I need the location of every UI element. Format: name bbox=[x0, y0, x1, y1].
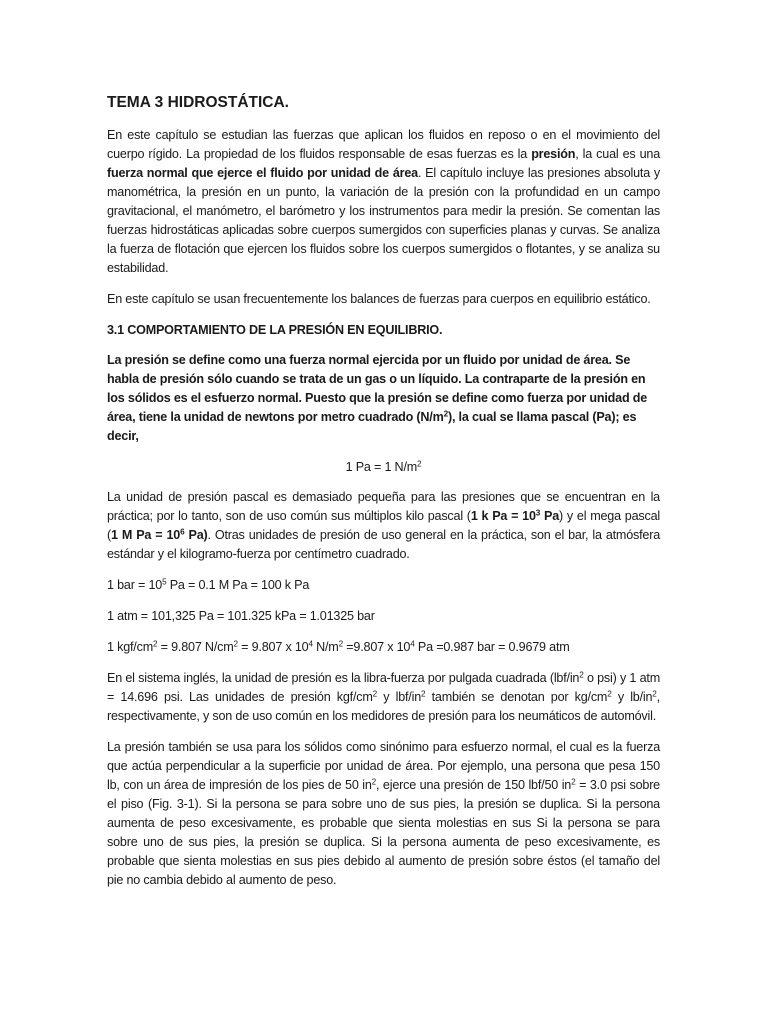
bar-equation: 1 bar = $10^5$ Pa = 0.1 M Pa = 100 k Pa bbox=[107, 577, 310, 592]
document-title: TEMA 3 HIDROSTÁTICA. bbox=[107, 94, 289, 111]
pressure-definition-paragraph: La presión se define como una fuerza normal ejercida por un fluido por unidad de área. Se habla de presión sólo cuando se trata de un gas o un líquido. La contraparte de la presión en los sólidos es el esfuerzo normal. Puesto que la presión se define como fuerza por unidad de área, tiene la unidad de newtons por metro cuadrado $(N/m^2)$, la cual se llama pascal (Pa); es decir, bbox=[107, 353, 648, 443]
pascal-equation: 1 Pa = 1 $N/m^2$ bbox=[345, 459, 422, 474]
english-units-paragraph: En el sistema inglés, la unidad de presión es la libra-fuerza por pulgada cuadrada ($lbf/in^2$ o psi) y 1 atm = 14.696 psi. Las unidades de presión kgf/$cm^2$ y lbf/$in^2$ también se denotan por $kg/cm^2$ y $lb/in^2$, respectivamente, y son de uso común en los medidores de presión para los neumáticos de automóvil. bbox=[107, 670, 660, 723]
kgf-equation: 1 kgf/$cm^2 = 9.807$ $N/cm^2 = 9.807$ x $10^4$ $N/m^2 =9.807$ x $10^4$ Pa =0.987 bar = 0.9679 atm bbox=[107, 639, 570, 654]
equilibrium-note-paragraph: En este capítulo se usan frecuentemente los balances de fuerzas para cuerpos en equilibrio estático. bbox=[107, 292, 651, 306]
atm-equation: 1 atm = 101,325 Pa = 101.325 kPa = 1.01325 bar bbox=[107, 609, 375, 623]
solids-pressure-paragraph: La presión también se usa para los sólidos como sinónimo para esfuerzo normal, el cual es la fuerza que actúa perpendicular a la superficie por unidad de área. Por ejemplo, una persona que pesa 150 lb, con un área de impresión de los pies de 50 $in^2$, ejerce una presión de 150 lbf/50 $in^2 = 3.0$ psi sobre el piso (Fig. 3-1). Si la persona se para sobre uno de sus pies, la presión se duplica. Si la persona aumenta de peso excesivamente, es probable que sienta molestias en sus Si la persona se para sobre uno de sus pies, la presión se duplica. Si la persona aumenta de peso excesivamente, es probable que sienta molestias en sus pies debido al aumento de presión sobre éstos (el tamaño del pie no cambia debido al aumento de peso. bbox=[107, 740, 660, 887]
units-paragraph: La unidad de presión pascal es demasiado pequeña para las presiones que se encuentran en la práctica; por lo tanto, son de uso común sus múltiplos kilo pascal (1 k $Pa = 10^3$ Pa) y el mega pascal (1 M $Pa = 10^6$ Pa). Otras unidades de presión de uso general en la práctica, son el bar, la atmósfera estándar y el kilogramo-fuerza por centímetro cuadrado. bbox=[107, 490, 661, 561]
section-heading: 3.1 COMPORTAMIENTO DE LA PRESIÓN EN EQUILIBRIO. bbox=[107, 323, 443, 337]
intro-paragraph: En este capítulo se estudian las fuerzas que aplican los fluidos en reposo o en el movimiento del cuerpo rígido. La propiedad de los fluidos responsable de esas fuerzas es la presión, la cual es una fuerza normal que ejerce el fluido por unidad de área. El capítulo incluye las presiones absoluta y manométrica, la presión en un punto, la variación de la presión con la profundidad en un campo gravitacional, el manómetro, el barómetro y los instrumentos para medir la presión. Se comentan las fuerzas hidrostáticas aplicadas sobre cuerpos sumergidos con superficies planas y curvas. Se analiza la fuerza de flotación que ejercen los fluidos sobre los cuerpos sumergidos o flotantes, y se analiza su estabilidad. bbox=[107, 128, 660, 275]
